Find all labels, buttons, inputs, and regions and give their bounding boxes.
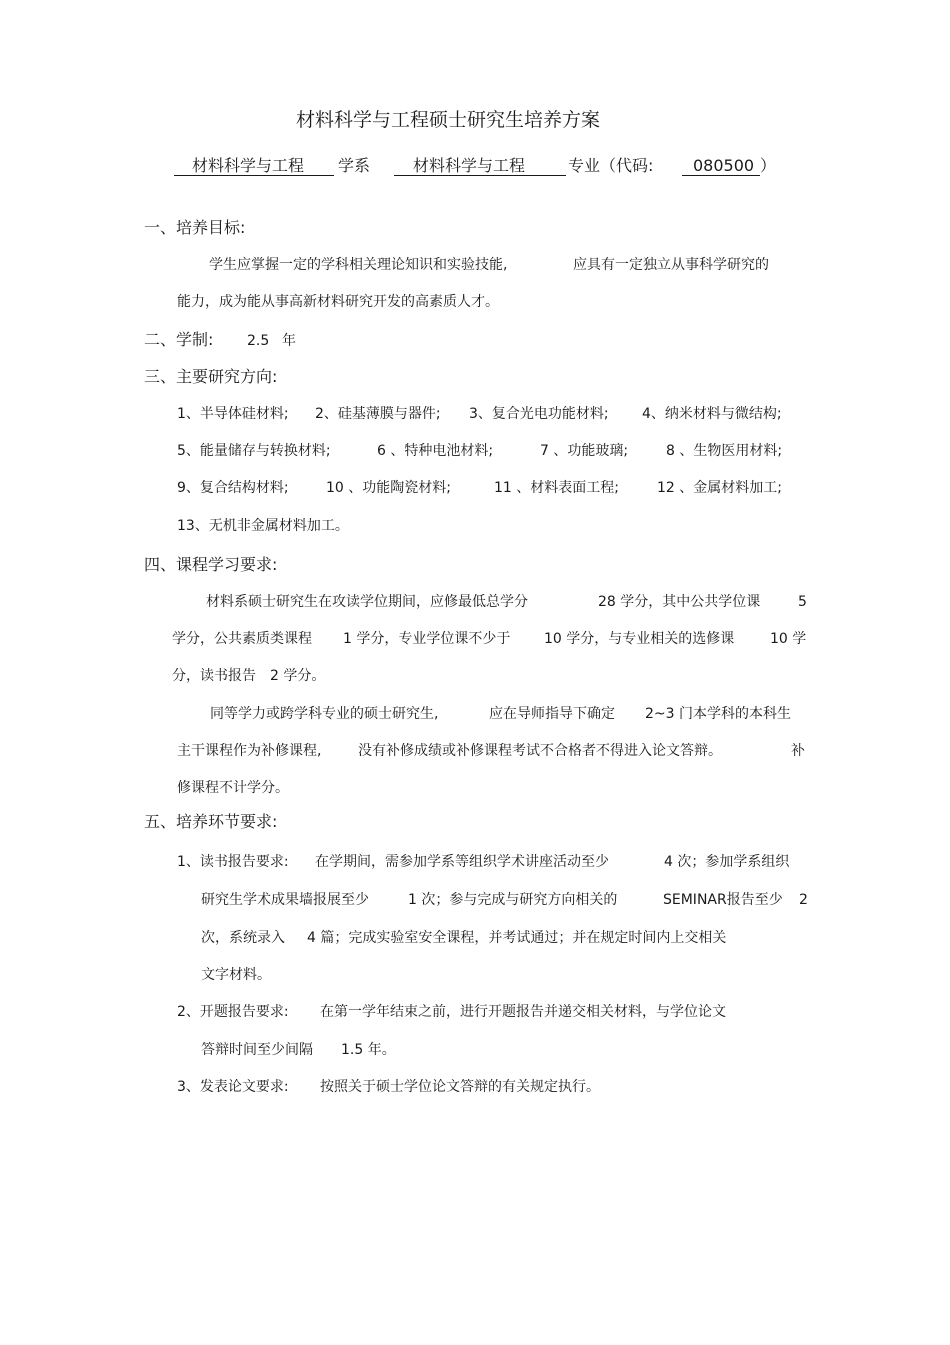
training-text: 2、开题报告要求: bbox=[177, 1004, 289, 1020]
training-text: 4 篇；完成实验室安全课程，并考试通过；并在规定时间内上交相关 bbox=[307, 930, 727, 946]
duration-unit: 年 bbox=[282, 333, 296, 349]
training-text: 3、发表论文要求: bbox=[177, 1079, 289, 1095]
major-name: 材料科学与工程 bbox=[413, 156, 526, 175]
courses-text: 28 学分，其中公共学位课 bbox=[598, 594, 761, 610]
training-text: 1.5 年。 bbox=[341, 1042, 396, 1058]
direction-item: 6 、特种电池材料; bbox=[377, 443, 494, 459]
direction-item: 13、无机非金属材料加工。 bbox=[177, 518, 349, 534]
training-text: 次，系统录入 bbox=[201, 930, 285, 946]
training-text: SEMINAR报告至少 bbox=[663, 892, 783, 908]
major-code: 080500 bbox=[693, 156, 755, 175]
direction-item: 2、硅基薄膜与器件; bbox=[315, 406, 441, 422]
training-text: 按照关于硕士学位论文答辩的有关规定执行。 bbox=[320, 1079, 600, 1095]
direction-item: 1、半导体硅材料; bbox=[177, 406, 289, 422]
direction-item: 7 、功能玻璃; bbox=[540, 443, 629, 459]
section-directions-heading: 三、主要研究方向: bbox=[144, 367, 278, 386]
training-text: 2 bbox=[799, 892, 808, 908]
direction-item: 8 、生物医用材料; bbox=[666, 443, 783, 459]
section-duration-heading: 二、学制: bbox=[144, 330, 214, 349]
direction-item: 5、能量储存与转换材料; bbox=[177, 443, 331, 459]
training-text: 文字材料。 bbox=[201, 967, 271, 983]
section-courses-heading: 四、课程学习要求: bbox=[144, 555, 278, 574]
direction-item: 10 、功能陶瓷材料; bbox=[326, 480, 451, 496]
direction-item: 12 、金属材料加工; bbox=[657, 480, 782, 496]
section-goal-heading: 一、培养目标: bbox=[144, 218, 246, 237]
training-text: 在学期间，需参加学系等组织学术讲座活动至少 bbox=[315, 854, 609, 870]
courses-text: 10 学 bbox=[770, 631, 807, 647]
subtitle-close: ） bbox=[760, 156, 777, 175]
training-text: 4 次；参加学系组织 bbox=[664, 854, 790, 870]
direction-item: 9、复合结构材料; bbox=[177, 480, 289, 496]
courses-text: 2~3 门本学科的本科生 bbox=[645, 706, 791, 722]
courses-text: 补 bbox=[791, 743, 805, 759]
goal-text: 学生应掌握一定的学科相关理论知识和实验技能, bbox=[209, 257, 508, 273]
training-text: 1 次；参与完成与研究方向相关的 bbox=[408, 892, 618, 908]
courses-text: 分，读书报告 2 学分。 bbox=[172, 668, 326, 684]
dept-name: 材料科学与工程 bbox=[192, 156, 305, 175]
training-text: 答辩时间至少间隔 bbox=[201, 1042, 313, 1058]
training-text: 1、读书报告要求: bbox=[177, 854, 289, 870]
courses-text: 材料系硕士研究生在攻读学位期间，应修最低总学分 bbox=[206, 594, 528, 610]
courses-text: 10 学分，与专业相关的选修课 bbox=[544, 631, 735, 647]
courses-text: 主干课程作为补修课程, bbox=[177, 743, 322, 759]
direction-item: 11 、材料表面工程; bbox=[494, 480, 619, 496]
training-text: 研究生学术成果墙报展至少 bbox=[201, 892, 369, 908]
page-title: 材料科学与工程硕士研究生培养方案 bbox=[296, 109, 601, 131]
direction-item: 4、纳米材料与微结构; bbox=[642, 406, 782, 422]
training-text: 在第一学年结束之前，进行开题报告并递交相关材料，与学位论文 bbox=[320, 1004, 726, 1020]
courses-text: 5 bbox=[798, 594, 807, 610]
courses-text: 1 学分，专业学位课不少于 bbox=[343, 631, 511, 647]
courses-text: 同等学力或跨学科专业的硕士研究生, bbox=[210, 706, 439, 722]
section-training-heading: 五、培养环节要求: bbox=[144, 812, 278, 831]
courses-text: 修课程不计学分。 bbox=[177, 780, 289, 796]
major-suffix: 专业（代码: bbox=[568, 156, 654, 175]
duration-value: 2.5 bbox=[247, 333, 270, 349]
goal-text: 应具有一定独立从事科学研究的 bbox=[573, 257, 769, 273]
direction-item: 3、复合光电功能材料; bbox=[469, 406, 609, 422]
courses-text: 没有补修成绩或补修课程考试不合格者不得进入论文答辩。 bbox=[358, 743, 722, 759]
courses-text: 应在导师指导下确定 bbox=[489, 706, 615, 722]
dept-suffix: 学系 bbox=[338, 156, 371, 175]
goal-text: 能力，成为能从事高新材料研究开发的高素质人才。 bbox=[177, 294, 499, 310]
courses-text: 学分，公共素质类课程 bbox=[172, 631, 312, 647]
